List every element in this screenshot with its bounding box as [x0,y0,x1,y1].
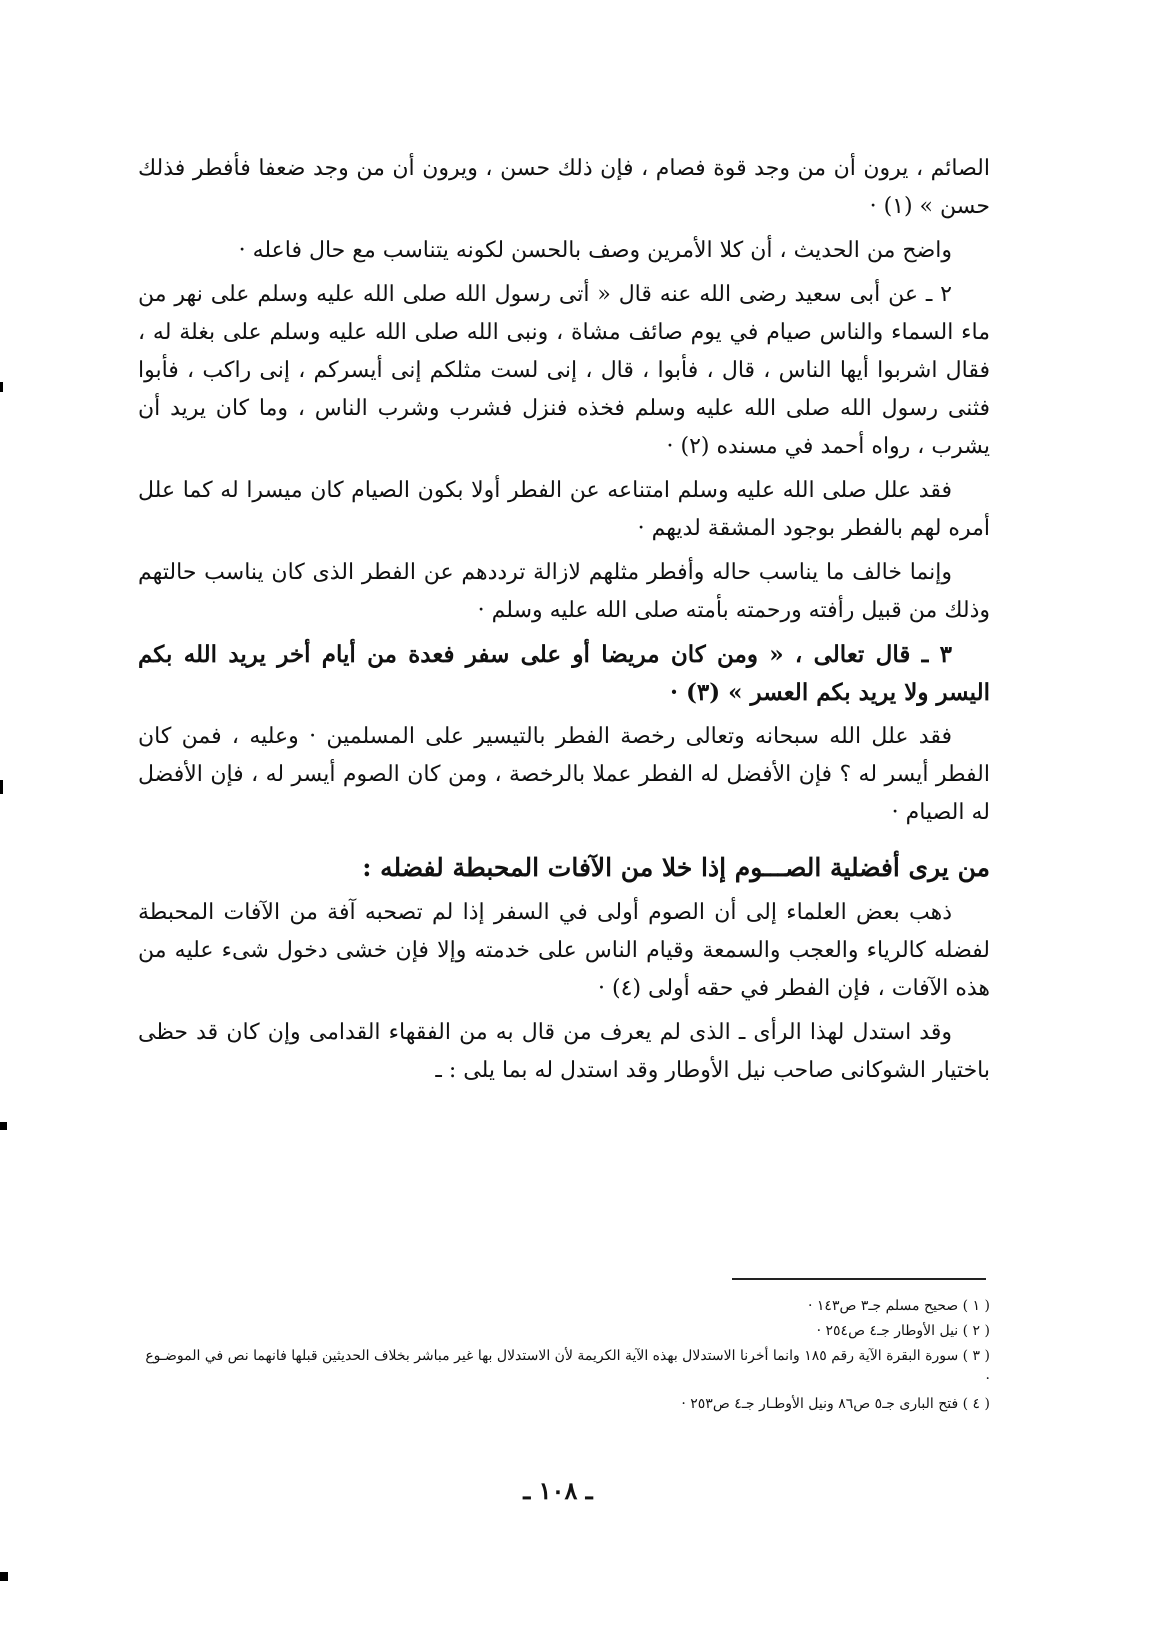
paragraph-7: فقد علل الله سبحانه وتعالى رخصة الفطر بالتيسير على المسلمين · وعليه ، فمن كان الفطر أيسر له ؟ فإن الأفضل له الفطر عملا بالرخصة ، ومن كان الصوم أيسر له ، فإن الأفضل له الصيام · [138,724,990,825]
scan-mark [0,1122,7,1130]
footnote-2: ( ٢ ) نيل الأوطار جـ٤ ص٢٥٤ · [816,1323,990,1339]
paragraph-8: ذهب بعض العلماء إلى أن الصوم أولى في السفر إذا لم تصحبه آفة من الآفات المحبطة لفضله كالرياء والعجب والسمعة وقيام الناس على خدمته وإلا فإن خشى دخول شىء عليه من هذه الآفات ، فإن الفطر في حقه أولى (٤) · [138,900,990,1001]
page-number: ـ ١٠٨ ـ [523,1476,593,1505]
footnote-4: ( ٤ ) فتح البارى جـ٥ ص٨٦ ونيل الأوطـار جـ٤ ص٢٥٣ · [681,1396,990,1412]
scan-mark [0,1572,8,1581]
footnote-divider [732,1278,986,1280]
footnotes [138,1295,990,1418]
paragraph-3: ٢ ـ عن أبى سعيد رضى الله عنه قال « أتى رسول الله صلى الله عليه وسلم على نهر من ماء السماء والناس صيام في يوم صائف مشاة ، ونبى الله صلى الله عليه وسلم على بغلة له ، فقال اشربوا أيها الناس ، قال ، فأبوا ، قال ، إنى لست مثلكم إنى أيسركم ، إنى راكب ، فأبوا فثنى رسول الله صلى الله عليه وسلم فخذه فنزل فشرب وشرب الناس ، وما كان يريد أن يشرب ، رواه أحمد في مسنده (٢) · [138,282,990,459]
paragraph-5: وإنما خالف ما يناسب حاله وأفطر مثلهم لازالة ترددهم عن الفطر الذى كان يناسب حالتهم وذلك من قبيل رأفته ورحمته بأمته صلى الله عليه وسلم · [138,560,990,623]
footnote-3: ( ٣ ) سورة البقرة الآية رقم ١٨٥ وانما أخرنا الاستدلال بهذه الآية الكريمة لأن الاستدلال بها غير مباشر بخلاف الحديثين قبلها فانهما نص في الموضـوع · [145,1348,990,1387]
section-heading: من يرى أفضلية الصـــوم إذا خلا من الآفات المحبطة لفضله : [362,853,990,882]
paragraph-4: فقد علل صلى الله عليه وسلم امتناعه عن الفطر أولا بكون الصيام كان ميسرا له كما علل أمره لهم بالفطر بوجود المشقة لديهم · [138,478,990,541]
main-text [138,150,990,1096]
paragraph-1: الصائم ، يرون أن من وجد قوة فصام ، فإن ذلك حسن ، ويرون أن من وجد ضعفا فأفطر فذلك حسن » (١) · [138,156,990,219]
paragraph-6-verse: ٣ ـ قال تعالى ، « ومن كان مريضا أو على سفر فعدة من أيام أخر يريد الله بكم اليسر ولا يريد بكم العسر » (٣) · [138,641,990,706]
paragraph-9: وقد استدل لهذا الرأى ـ الذى لم يعرف من قال به من الفقهاء القدامى وإن كان قد حظى باختيار الشوكانى صاحب نيل الأوطار وقد استدل له بما يلى : ـ [138,1020,990,1083]
scan-mark [0,780,3,794]
scan-mark [0,382,3,392]
footnote-1: ( ١ ) صحيح مسلم جـ٣ ص١٤٣ · [808,1298,990,1314]
paragraph-2: واضح من الحديث ، أن كلا الأمرين وصف بالحسن لكونه يتناسب مع حال فاعله · [238,238,952,263]
